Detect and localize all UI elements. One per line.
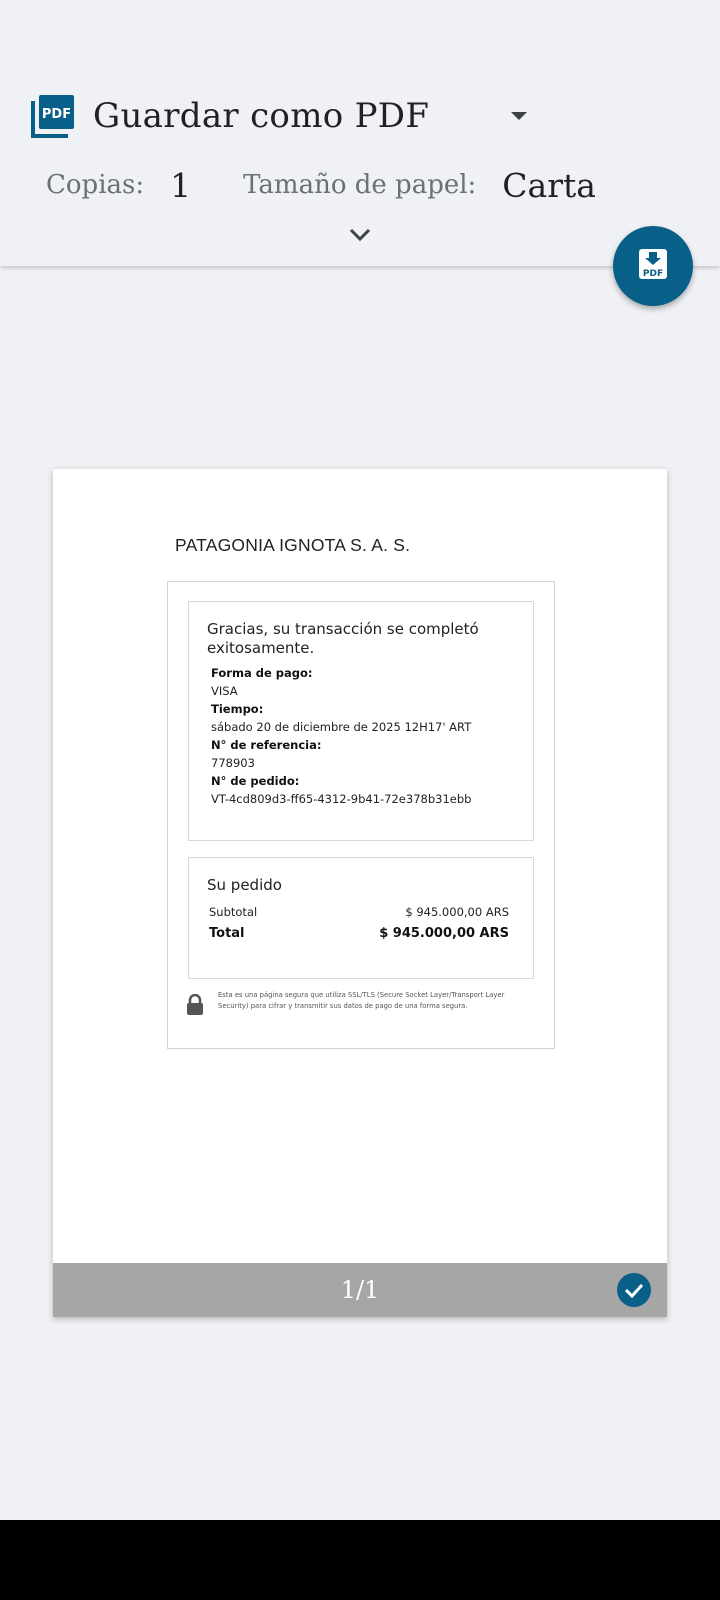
page-preview[interactable] bbox=[53, 469, 667, 1317]
order-card bbox=[188, 857, 534, 979]
subtotal-value: $ 945.000,00 ARS bbox=[405, 905, 509, 919]
success-message: Gracias, su transacción se completó exitosamente. bbox=[207, 620, 479, 657]
print-settings-header bbox=[0, 0, 720, 266]
destination-selector[interactable] bbox=[30, 92, 530, 140]
order-title: Su pedido bbox=[207, 876, 282, 894]
payment-method-value: VISA bbox=[211, 684, 238, 698]
time-value: sábado 20 de diciembre de 2025 12H17' ART bbox=[211, 720, 472, 734]
reference-label: N° de referencia: bbox=[211, 738, 322, 752]
save-pdf-button[interactable] bbox=[613, 226, 693, 306]
download-pdf-icon bbox=[638, 248, 668, 284]
total-value: $ 945.000,00 ARS bbox=[379, 926, 509, 941]
print-summary bbox=[46, 160, 596, 210]
company-name: PATAGONIA IGNOTA S. A. S. bbox=[175, 535, 411, 555]
transaction-details bbox=[211, 664, 471, 808]
paper-size-value[interactable]: Carta bbox=[502, 165, 596, 205]
transaction-card bbox=[188, 601, 534, 841]
page-indicator: 1/1 bbox=[340, 1276, 380, 1304]
receipt-container bbox=[167, 581, 555, 1049]
lock-icon bbox=[186, 994, 206, 1020]
reference-value: 778903 bbox=[211, 756, 255, 770]
check-circle-icon[interactable] bbox=[617, 1273, 651, 1307]
copies-label: Copias: bbox=[46, 170, 145, 200]
svg-text:PDF: PDF bbox=[642, 269, 664, 279]
order-number-value: VT-4cd809d3-ff65-4312-9b41-72e378b31ebb bbox=[211, 792, 472, 806]
copies-value[interactable]: 1 bbox=[170, 165, 192, 205]
order-number-label: N° de pedido: bbox=[211, 774, 300, 788]
total-label: Total bbox=[209, 926, 245, 941]
pdf-file-icon bbox=[30, 93, 76, 139]
page-footer bbox=[53, 1263, 667, 1317]
total-row bbox=[209, 926, 509, 941]
svg-text:PDF: PDF bbox=[41, 107, 72, 122]
chevron-down-icon[interactable] bbox=[343, 223, 377, 247]
caret-down-icon[interactable] bbox=[502, 104, 536, 128]
subtotal-label: Subtotal bbox=[209, 905, 258, 919]
subtotal-row bbox=[209, 905, 509, 919]
payment-method-label: Forma de pago: bbox=[211, 666, 313, 680]
paper-size-label: Tamaño de papel: bbox=[243, 170, 477, 200]
secure-notice bbox=[186, 990, 526, 1020]
destination-label: Guardar como PDF bbox=[93, 96, 430, 136]
system-navigation-bar bbox=[0, 1520, 720, 1600]
time-label: Tiempo: bbox=[211, 702, 264, 716]
secure-text: Esta es una página segura que utiliza SSL/TLS (Secure Socket Layer/Transport Layer Security) para cifrar y transmitir sus datos de pago de una forma segura. bbox=[218, 991, 505, 1010]
